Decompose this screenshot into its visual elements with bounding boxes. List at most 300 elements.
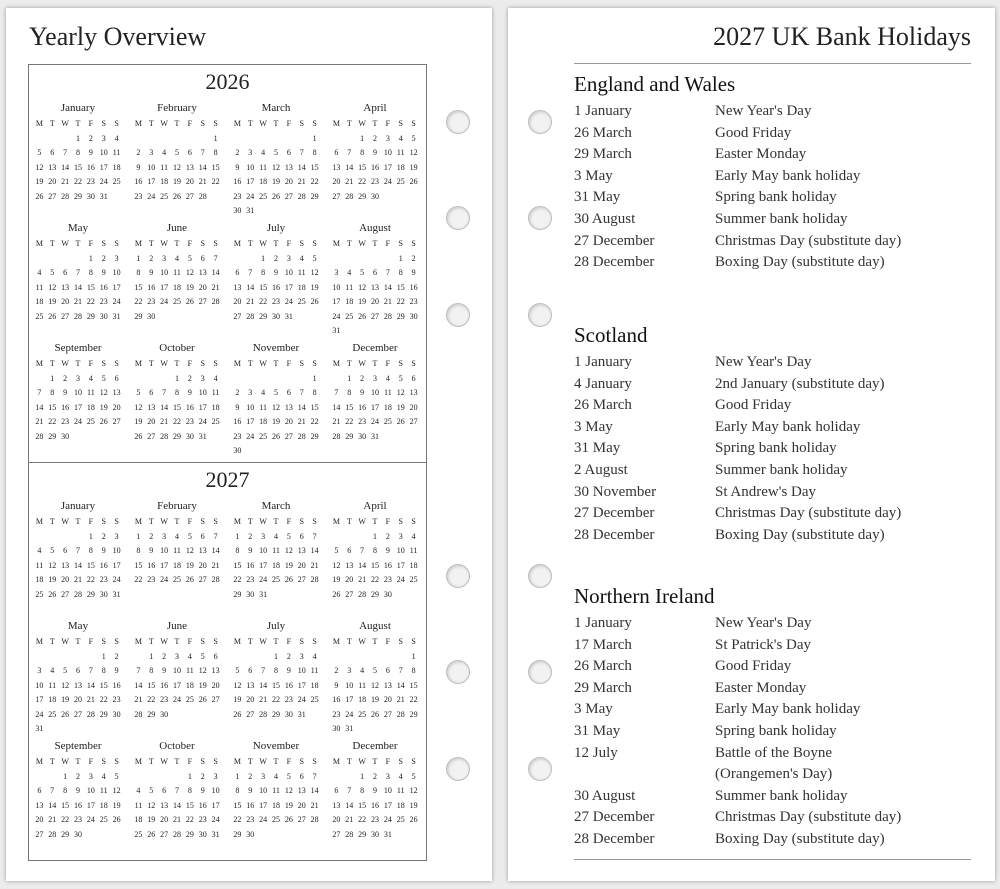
weekday-header: T (247, 757, 253, 766)
day-cell: 23 (99, 297, 108, 306)
empty-day-cell (132, 132, 145, 147)
weekday-header: T (247, 637, 253, 646)
day-cell: 22 (134, 297, 143, 306)
day-cell: 26 (61, 709, 70, 719)
day-cell: 3 (398, 531, 403, 541)
weekday-header: T (148, 119, 154, 128)
day-cell: 2 (149, 531, 154, 541)
day-cell: 11 (396, 148, 405, 157)
weekday-header: F (385, 239, 391, 248)
month-name: November (252, 342, 300, 354)
weekday-header: T (372, 239, 378, 248)
day-cell: 25 (35, 311, 44, 321)
weekday-header: S (114, 119, 119, 128)
binder-hole (446, 564, 470, 588)
day-cell: 13 (73, 680, 82, 690)
day-cell: 15 (48, 402, 57, 412)
day-cell: 5 (312, 253, 317, 263)
day-cell: 3 (248, 388, 253, 397)
day-cell: 16 (73, 800, 82, 810)
weekday-header: M (35, 359, 43, 368)
day-cell: 14 (310, 786, 319, 795)
page-title: 2027 UK Bank Holidays (713, 22, 971, 51)
day-cell: 18 (86, 402, 95, 412)
month-october (132, 739, 222, 842)
day-cell: 29 (409, 709, 418, 719)
day-cell: 24 (284, 297, 293, 306)
day-cell: 26 (310, 297, 319, 306)
empty-day-cell (343, 650, 356, 665)
month-name: May (67, 620, 89, 632)
day-cell: 23 (86, 177, 95, 186)
day-cell: 1 (398, 253, 403, 263)
weekday-header: S (101, 119, 106, 128)
day-cell: 10 (259, 546, 268, 555)
day-cell: 4 (37, 268, 42, 277)
weekday-header: T (247, 517, 253, 526)
day-cell: 27 (35, 829, 44, 839)
weekday-header: M (35, 757, 43, 766)
day-cell: 1 (136, 531, 141, 541)
month-name: June (166, 222, 188, 234)
day-cell: 11 (272, 546, 280, 555)
day-cell: 7 (312, 771, 317, 781)
weekday-header: F (88, 239, 94, 248)
day-cell: 15 (370, 560, 379, 570)
weekday-header: S (411, 637, 416, 646)
month-name: April (363, 102, 387, 114)
day-cell: 15 (233, 560, 242, 570)
day-cell: 16 (358, 402, 367, 412)
empty-day-cell (72, 252, 85, 267)
day-cell: 24 (160, 575, 169, 584)
day-cell: 16 (99, 560, 108, 570)
day-cell: 13 (61, 282, 70, 292)
day-cell: 16 (383, 560, 392, 570)
holiday-name: Spring bank holiday (715, 440, 837, 457)
weekday-header: T (346, 757, 352, 766)
day-grid (231, 357, 321, 459)
weekday-header: M (35, 517, 43, 526)
day-cell: 24 (259, 815, 268, 824)
day-cell: 14 (160, 402, 169, 412)
day-cell: 7 (299, 388, 304, 397)
weekday-header: T (148, 637, 154, 646)
day-cell: 31 (198, 431, 207, 441)
day-cell: 28 (297, 191, 306, 201)
region-northern-ireland (574, 584, 974, 851)
day-cell: 23 (246, 815, 255, 824)
day-cell: 6 (248, 666, 253, 675)
day-cell: 27 (246, 709, 255, 719)
weekday-header: F (88, 757, 94, 766)
day-cell: 6 (37, 786, 42, 795)
weekday-header: F (286, 637, 292, 646)
year-label: 2027 (205, 467, 250, 492)
day-cell: 30 (61, 431, 70, 441)
weekday-header: T (75, 119, 81, 128)
weekday-header: T (273, 359, 279, 368)
binder-hole (528, 660, 552, 684)
day-cell: 8 (88, 546, 93, 555)
weekday-header: S (200, 517, 205, 526)
day-cell: 25 (99, 815, 108, 824)
day-cell: 5 (372, 666, 377, 675)
day-cell: 16 (284, 680, 293, 690)
day-cell: 5 (114, 771, 119, 781)
weekday-header: M (332, 119, 340, 128)
day-cell: 4 (162, 148, 167, 157)
day-cell: 6 (187, 148, 192, 157)
day-cell: 6 (385, 666, 390, 675)
binder-hole (528, 110, 552, 134)
day-grid (132, 635, 222, 722)
day-cell: 13 (345, 560, 354, 570)
day-cell: 16 (147, 282, 156, 292)
day-cell: 20 (284, 417, 293, 426)
day-cell: 21 (383, 297, 392, 306)
day-cell: 1 (261, 253, 266, 263)
day-cell: 15 (86, 560, 95, 570)
day-cell: 31 (246, 206, 255, 215)
day-cell: 27 (198, 575, 207, 584)
day-cell: 23 (147, 297, 156, 306)
weekday-header: T (49, 359, 55, 368)
day-cell: 29 (86, 311, 95, 321)
day-cell: 11 (396, 786, 405, 795)
day-cell: 23 (332, 709, 341, 719)
weekday-header: F (385, 517, 391, 526)
month-name: May (67, 222, 89, 234)
weekday-header: M (332, 239, 340, 248)
weekday-header: S (114, 517, 119, 526)
day-cell: 28 (134, 709, 143, 719)
empty-day-cell (33, 132, 46, 147)
day-cell: 18 (271, 560, 280, 570)
day-cell: 28 (358, 589, 367, 599)
day-cell: 29 (358, 191, 367, 201)
empty-day-cell (46, 770, 59, 785)
day-cell: 4 (312, 651, 317, 661)
empty-day-cell (46, 530, 59, 545)
day-cell: 28 (198, 191, 207, 201)
day-cell: 4 (398, 133, 403, 143)
day-cell: 17 (383, 800, 392, 810)
day-cell: 15 (86, 282, 95, 292)
day-cell: 7 (347, 148, 352, 157)
day-cell: 10 (297, 666, 306, 675)
day-cell: 18 (48, 695, 57, 704)
holiday-date: 27 December (574, 232, 655, 249)
empty-day-cell (282, 132, 295, 147)
day-cell: 4 (213, 373, 218, 383)
day-cell: 28 (345, 829, 354, 839)
holiday-date: 31 May (574, 440, 621, 457)
day-cell: 18 (99, 800, 108, 810)
day-cell: 18 (297, 282, 306, 292)
day-cell: 1 (88, 253, 93, 263)
day-cell: 25 (86, 417, 95, 426)
empty-day-cell (196, 132, 209, 147)
day-cell: 14 (259, 680, 268, 690)
day-cell: 23 (134, 191, 143, 201)
day-cell: 7 (174, 786, 179, 795)
month-name: January (60, 500, 96, 512)
holiday-date: 2 August (574, 461, 628, 478)
day-cell: 5 (187, 531, 192, 541)
day-cell: 26 (358, 311, 367, 321)
day-cell: 20 (246, 695, 255, 704)
month-february (132, 499, 222, 588)
holiday-name: Early May bank holiday (715, 701, 861, 718)
weekday-header: M (233, 757, 241, 766)
day-cell: 2 (286, 651, 291, 661)
day-cell: 20 (233, 297, 242, 306)
day-cell: 23 (271, 297, 280, 306)
day-cell: 7 (347, 786, 352, 795)
holiday-name: Spring bank holiday (715, 722, 837, 739)
day-cell: 29 (61, 829, 70, 839)
weekday-header: M (332, 359, 340, 368)
day-cell: 8 (136, 546, 141, 555)
day-cell: 10 (370, 388, 379, 397)
year-label: 2026 (205, 69, 250, 94)
day-cell: 16 (370, 162, 379, 172)
day-cell: 2 (372, 771, 377, 781)
weekday-header: M (332, 637, 340, 646)
month-name: February (157, 102, 197, 114)
day-cell: 17 (396, 560, 405, 570)
day-cell: 17 (35, 695, 44, 704)
day-cell: 16 (134, 177, 143, 186)
empty-day-cell (46, 132, 59, 147)
day-cell: 17 (172, 680, 181, 690)
day-cell: 29 (396, 311, 405, 321)
holiday-row (574, 123, 974, 145)
month-october (132, 341, 222, 444)
day-cell: 23 (147, 575, 156, 584)
weekday-header: S (398, 119, 403, 128)
weekday-header: S (299, 757, 304, 766)
weekday-header: M (332, 517, 340, 526)
region-title: Scotland (574, 323, 648, 347)
day-cell: 30 (99, 311, 108, 321)
holiday-date: 26 March (574, 124, 632, 141)
day-cell: 1 (360, 771, 365, 781)
day-cell: 20 (198, 282, 207, 292)
day-cell: 6 (200, 531, 205, 541)
month-name: April (363, 500, 387, 512)
day-cell: 28 (310, 815, 319, 824)
day-cell: 15 (211, 162, 220, 172)
day-cell: 11 (211, 388, 220, 397)
day-cell: 30 (185, 431, 194, 441)
day-cell: 22 (86, 575, 95, 584)
day-cell: 9 (372, 786, 377, 795)
holiday-row (574, 503, 974, 525)
weekday-header: W (358, 119, 366, 128)
empty-day-cell (381, 252, 394, 267)
holiday-row (574, 482, 974, 504)
day-cell: 9 (101, 268, 106, 277)
day-cell: 2 (187, 373, 192, 383)
holiday-date: 31 May (574, 722, 621, 739)
holiday-date: 27 December (574, 505, 655, 522)
day-cell: 14 (134, 680, 143, 690)
day-cell: 4 (174, 531, 179, 541)
day-cell: 30 (73, 829, 82, 839)
day-grid (330, 755, 420, 842)
weekday-header: T (174, 637, 180, 646)
day-cell: 22 (211, 177, 220, 186)
day-cell: 22 (48, 417, 57, 426)
day-cell: 13 (211, 666, 220, 675)
day-cell: 3 (385, 133, 390, 143)
weekday-header: S (411, 517, 416, 526)
day-cell: 21 (396, 695, 405, 704)
empty-day-cell (244, 252, 257, 267)
holiday-date: 3 May (574, 418, 613, 435)
day-cell: 21 (211, 560, 220, 570)
day-cell: 1 (312, 373, 317, 383)
month-name: July (266, 620, 286, 632)
weekday-header: M (233, 517, 241, 526)
day-cell: 15 (409, 680, 418, 690)
day-cell: 5 (398, 373, 403, 383)
day-cell: 2 (149, 253, 154, 263)
day-cell: 19 (310, 282, 319, 292)
weekday-header: T (346, 119, 352, 128)
day-cell: 29 (310, 431, 319, 441)
day-cell: 9 (235, 162, 240, 172)
day-cell: 24 (211, 815, 220, 824)
day-cell: 8 (372, 546, 377, 555)
day-cell: 27 (370, 311, 379, 321)
weekday-header: T (75, 757, 81, 766)
day-cell: 22 (370, 575, 379, 584)
day-cell: 8 (261, 268, 266, 277)
region-title: Northern Ireland (574, 584, 715, 608)
day-cell: 29 (345, 431, 354, 441)
empty-day-cell (72, 650, 85, 665)
day-cell: 7 (162, 388, 167, 397)
day-cell: 13 (61, 560, 70, 570)
weekday-header: W (61, 637, 69, 646)
day-cell: 4 (136, 786, 141, 795)
day-cell: 21 (86, 695, 95, 704)
holiday-name: Good Friday (715, 658, 792, 675)
weekday-header: F (187, 359, 193, 368)
day-cell: 13 (233, 282, 242, 292)
day-cell: 28 (310, 575, 319, 584)
month-march (231, 101, 321, 219)
day-cell: 13 (112, 388, 121, 397)
weekday-header: M (233, 637, 241, 646)
day-cell: 9 (162, 666, 167, 675)
day-cell: 4 (261, 388, 266, 397)
month-april (330, 101, 420, 204)
day-cell: 25 (48, 709, 57, 719)
day-cell: 22 (134, 575, 143, 584)
day-cell: 19 (172, 177, 181, 186)
empty-day-cell (257, 372, 270, 387)
day-cell: 23 (198, 815, 207, 824)
day-cell: 8 (136, 268, 141, 277)
day-cell: 8 (273, 666, 278, 675)
weekday-header: W (61, 119, 69, 128)
day-cell: 22 (185, 815, 194, 824)
day-cell: 19 (134, 417, 143, 426)
holiday-name: New Year's Day (715, 615, 812, 631)
day-grid (330, 515, 420, 602)
holiday-row (574, 395, 974, 417)
day-cell: 21 (134, 695, 143, 704)
weekday-header: F (286, 239, 292, 248)
day-cell: 17 (198, 402, 207, 412)
day-cell: 19 (370, 695, 379, 704)
weekday-header: S (312, 359, 317, 368)
day-cell: 26 (370, 709, 379, 719)
holiday-name: St Andrew's Day (715, 483, 817, 500)
day-cell: 7 (334, 388, 339, 397)
day-grid (132, 357, 222, 444)
day-cell: 13 (297, 786, 306, 795)
day-cell: 7 (360, 546, 365, 555)
day-cell: 7 (75, 268, 80, 277)
day-cell: 15 (233, 800, 242, 810)
day-cell: 7 (261, 666, 266, 675)
page-title: Yearly Overview (29, 22, 207, 51)
day-cell: 14 (383, 282, 392, 292)
day-cell: 8 (75, 148, 80, 157)
month-name: October (159, 342, 195, 354)
holiday-name: Early May bank holiday (715, 418, 861, 435)
day-cell: 14 (310, 546, 319, 555)
day-cell: 12 (61, 680, 70, 690)
day-cell: 7 (398, 666, 403, 675)
weekday-header: M (233, 239, 241, 248)
holiday-name: Battle of the Boyne (715, 744, 833, 761)
binder-hole (528, 303, 552, 327)
weekday-header: W (259, 637, 267, 646)
month-april (330, 499, 420, 602)
day-cell: 21 (297, 417, 306, 426)
weekday-header: S (411, 239, 416, 248)
holiday-row (574, 231, 974, 253)
day-cell: 1 (149, 651, 154, 661)
day-cell: 27 (185, 191, 194, 201)
weekday-header: S (114, 637, 119, 646)
day-cell: 16 (271, 282, 280, 292)
day-cell: 12 (332, 560, 341, 570)
empty-day-cell (231, 252, 244, 267)
day-cell: 4 (174, 253, 179, 263)
day-cell: 10 (383, 148, 392, 157)
weekday-header: T (148, 757, 154, 766)
day-grid (231, 237, 321, 324)
weekday-header: S (299, 359, 304, 368)
day-cell: 27 (409, 417, 418, 426)
empty-day-cell (158, 372, 171, 387)
day-cell: 10 (284, 268, 293, 277)
weekday-header: S (312, 637, 317, 646)
weekday-header: T (346, 359, 352, 368)
day-cell: 13 (147, 402, 156, 412)
day-cell: 18 (35, 297, 44, 306)
day-cell: 5 (50, 268, 55, 277)
day-cell: 28 (259, 709, 268, 719)
day-cell: 15 (147, 680, 156, 690)
